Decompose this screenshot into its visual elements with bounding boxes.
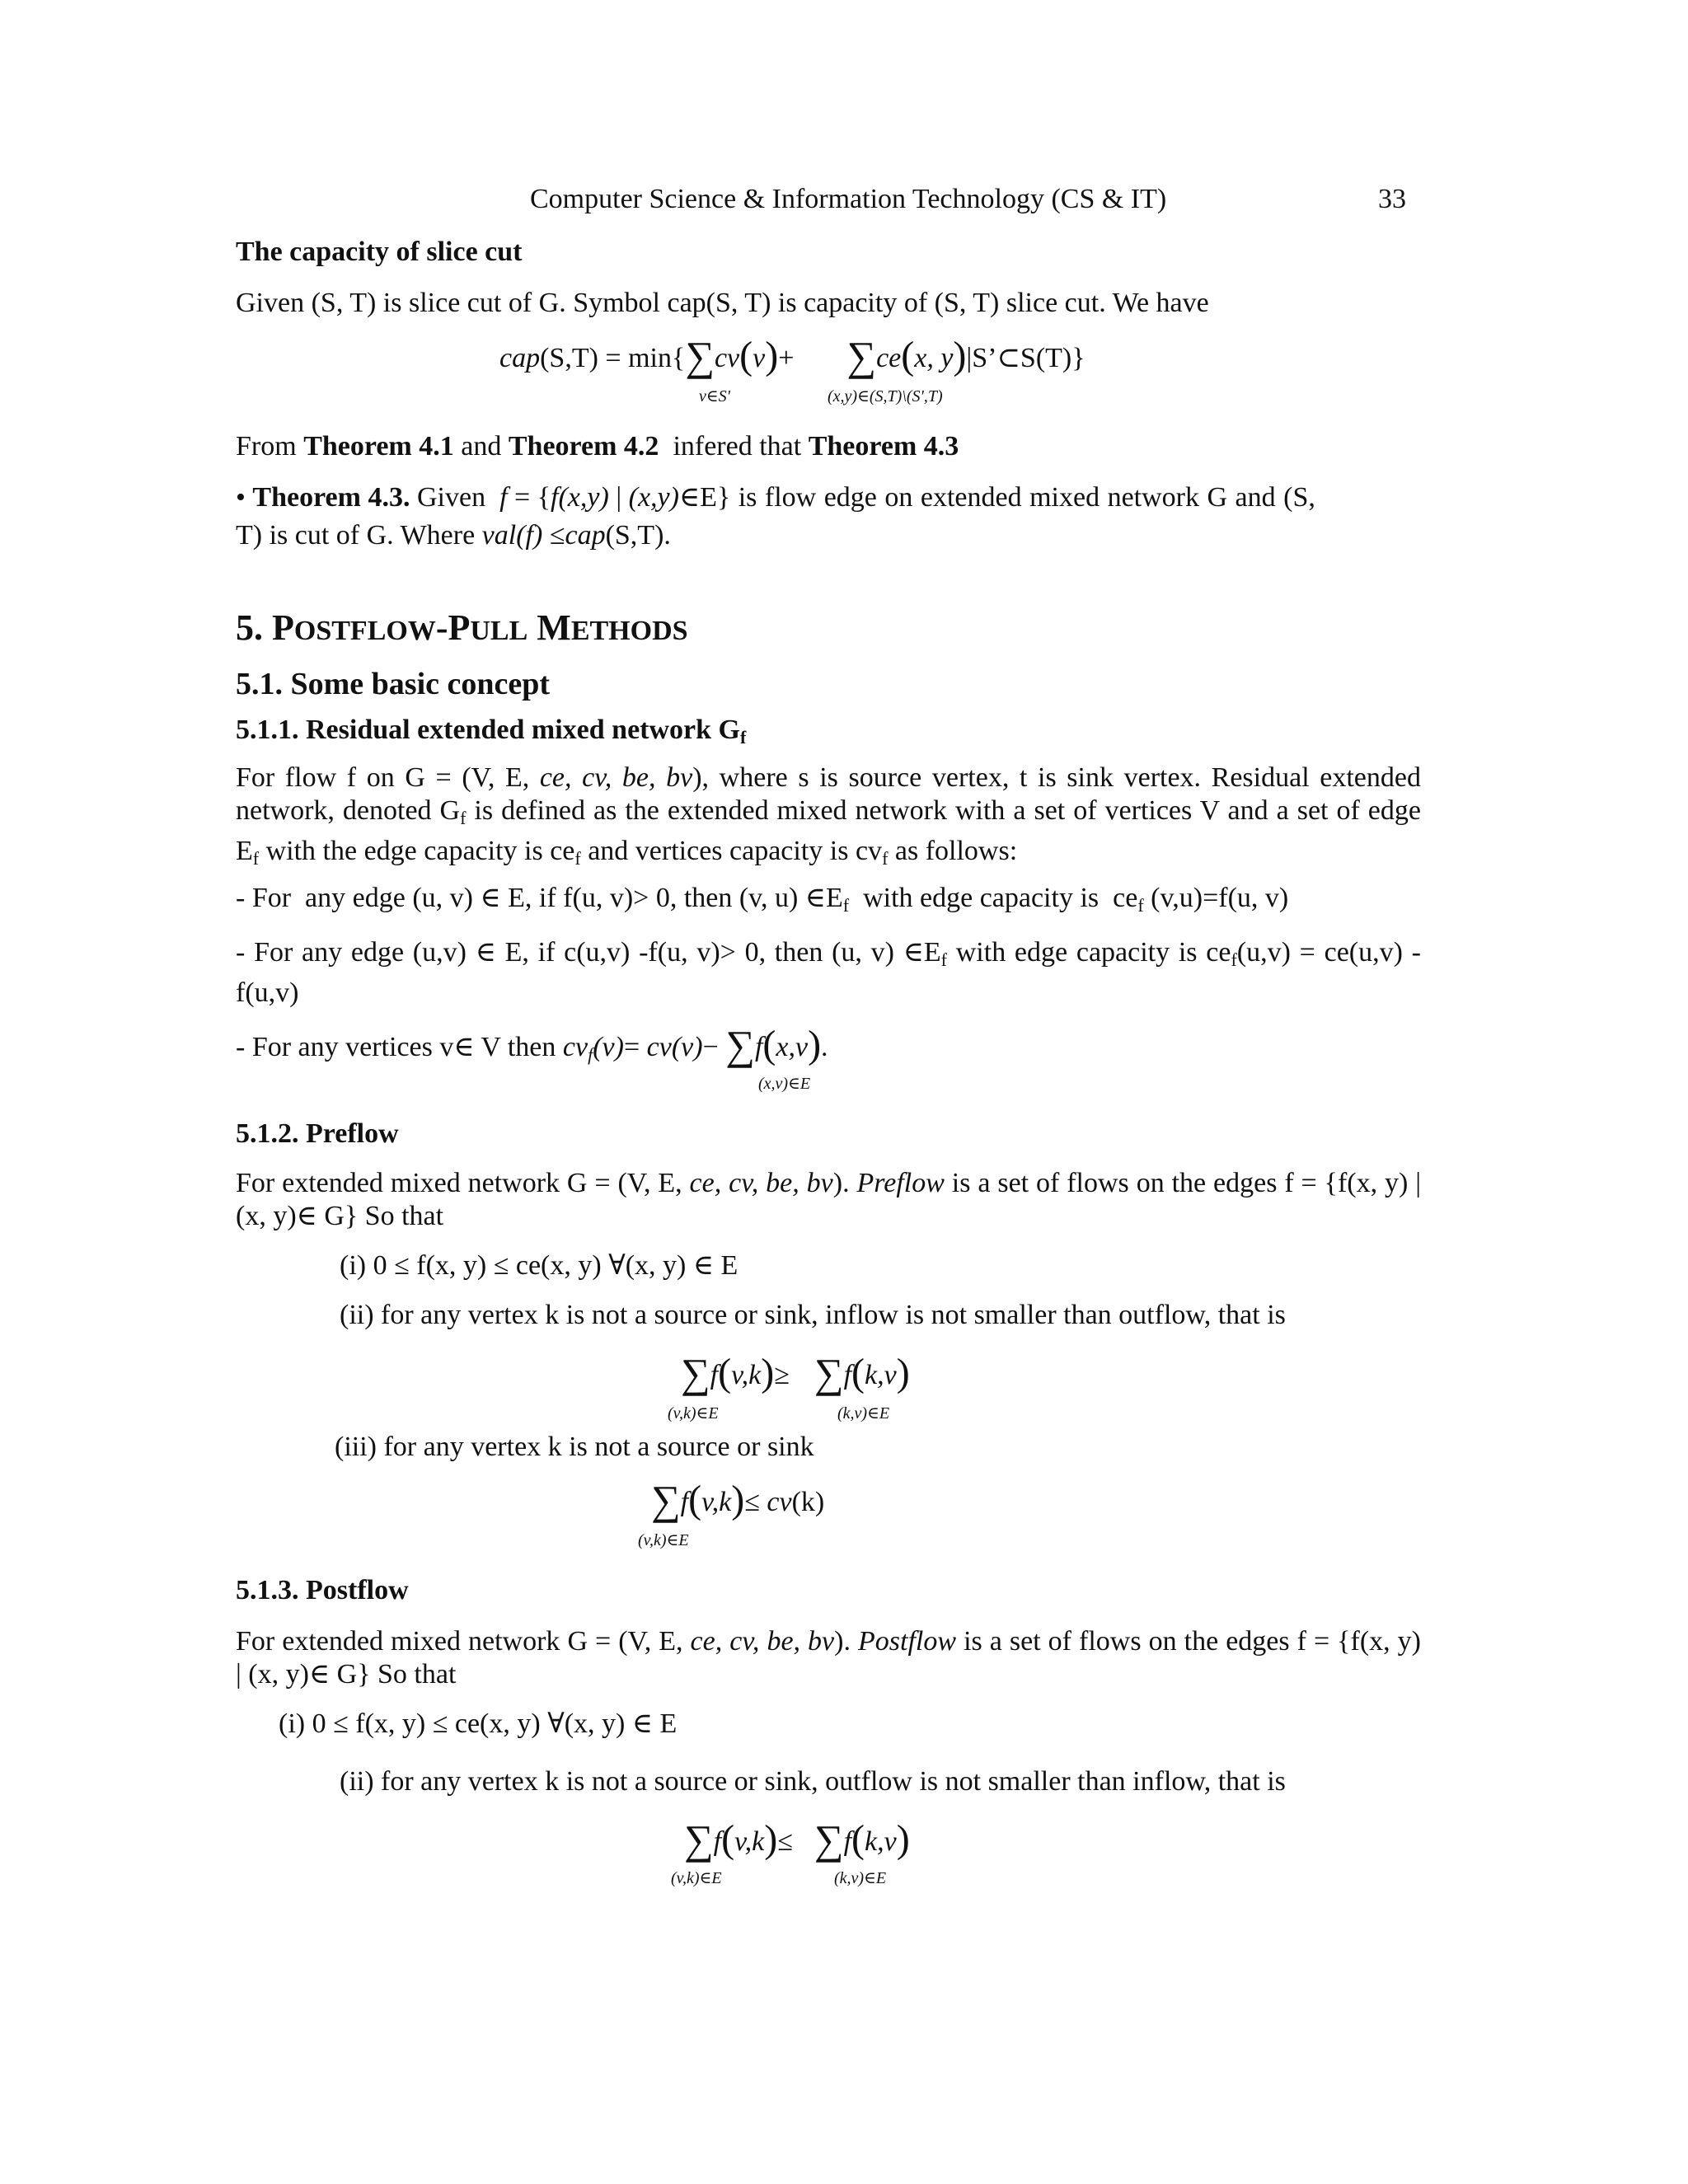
capacity-heading: The capacity of slice cut [236, 237, 523, 267]
running-header [530, 183, 1166, 216]
sum-limit: (v,k)∈E [668, 1404, 719, 1422]
residual-network-paragraph: For flow f on G = (V, E, ce, cv, be, bv), where s is source vertex, t is sink vertex. Residual extended network, denoted $G_f$ is defined as the extended mixed network with a set of vertices V and a set of edge $E_f$ with the edge capacity is $ce_f$ and vertices capacity is $cv_f$ as follows: [236, 762, 1421, 869]
postflow-paragraph: For extended mixed network G = (V, E, ce, cv, be, bv). Postflow is a set of flows on the edges f = {f(x, y) | (x, y)∈ G} So that [236, 1626, 1421, 1690]
postflow-equation: ∑f(v,k)≤ ∑f(k,v) [684, 1816, 910, 1863]
sum-limit: (k,v)∈E [837, 1404, 890, 1422]
capacity-intro: Given (S, T) is slice cut of G. Symbol cap(S, T) is capacity of (S, T) slice cut. We have [236, 288, 1209, 318]
theorem-reference-line: From Theorem 4.1 and Theorem 4.2 infered that Theorem 4.3 [236, 431, 959, 462]
sum-symbol: ∑ [725, 1022, 755, 1068]
postflow-condition-1: (i) 0 ≤ f(x, y) ≤ ce(x, y) ∀(x, y) ∈ E [279, 1708, 678, 1739]
residual-rule-1: - For any edge (u, v) ∈ E, if f(u, v)> 0, then (v, u) $\in E_f$ with edge capacity is $ce_f$ (v,u)=f(u, v) [236, 883, 1289, 916]
bullet-icon: • [236, 482, 246, 513]
section-5-1-heading: 5.1. Some basic concept [236, 667, 551, 701]
sum-limit: (v,k)∈E [671, 1869, 722, 1887]
preflow-equation-2: ∑f(v,k)≤ cv(k) [651, 1477, 825, 1523]
section-5-heading: 5. POSTFLOW-PULL METHODS [236, 607, 688, 648]
preflow-condition-3: (iii) for any vertex k is not a source or sink [335, 1432, 814, 1462]
theorem-4-3-line1: • Theorem 4.3. Given f = {f(x,y) | (x,y)∈E} is flow edge on extended mixed network G and (S, [236, 482, 1315, 513]
capacity-formula: cap(S,T) = min{∑cv(v)+ ∑ce(x, y)|S’⊂S(T)} [499, 333, 1085, 379]
page-number: 33 [1378, 184, 1406, 214]
residual-rule-3: - For any vertices v∈ V then $cv_f(v)= cv(v)- \sum f(x,v)$. [236, 1022, 828, 1068]
section-5-1-1-heading: 5.1.1. Residual extended mixed network $G_f$ [236, 715, 747, 748]
theorem-4-3-line2: T) is cut of G. Where val(f) ≤cap(S,T). [236, 520, 671, 551]
running-title: Computer Science & Information Technology (CS & IT) [530, 184, 1167, 214]
residual-rule-2: - For any edge (u,v) ∈ E, if c(u,v) -f(u, v)> 0, then (u, v) $\in E_f$ with edge capacity is $ce_f(u,v) = ce(u,v) - f(u,v)$ [236, 937, 1421, 1008]
section-5-1-2-heading: 5.1.2. Preflow [236, 1118, 399, 1149]
sum-limit: v∈S' [699, 387, 730, 405]
sum-symbol: ∑ [684, 1816, 714, 1863]
sum-symbol: ∑ [685, 333, 715, 379]
sum-symbol: ∑ [814, 1350, 844, 1396]
postflow-condition-2: (ii) for any vertex k is not a source or sink, outflow is not smaller than inflow, that is [340, 1766, 1286, 1797]
sum-limit: (v,k)∈E [638, 1531, 689, 1549]
section-5-1-3-heading: 5.1.3. Postflow [236, 1575, 409, 1605]
preflow-condition-2: (ii) for any vertex k is not a source or sink, inflow is not smaller than outflow, that is [340, 1300, 1286, 1330]
preflow-paragraph: For extended mixed network G = (V, E, ce, cv, be, bv). Preflow is a set of flows on the edges f = {f(x, y) | (x, y)∈ G} So that [236, 1168, 1422, 1231]
preflow-equation-1: ∑f(v,k)≥ ∑f(k,v) [681, 1350, 910, 1396]
sum-symbol: ∑ [651, 1477, 681, 1523]
sum-limit: (x,y)∈(S,T)\(S',T) [828, 387, 943, 405]
sum-symbol: ∑ [814, 1816, 844, 1863]
sum-symbol: ∑ [846, 333, 877, 379]
sum-limit: (x,v)∈E [758, 1075, 811, 1093]
sum-symbol: ∑ [681, 1350, 710, 1396]
sum-limit: (k,v)∈E [834, 1869, 887, 1887]
preflow-condition-1: (i) 0 ≤ f(x, y) ≤ ce(x, y) ∀(x, y) ∈ E [340, 1250, 738, 1281]
